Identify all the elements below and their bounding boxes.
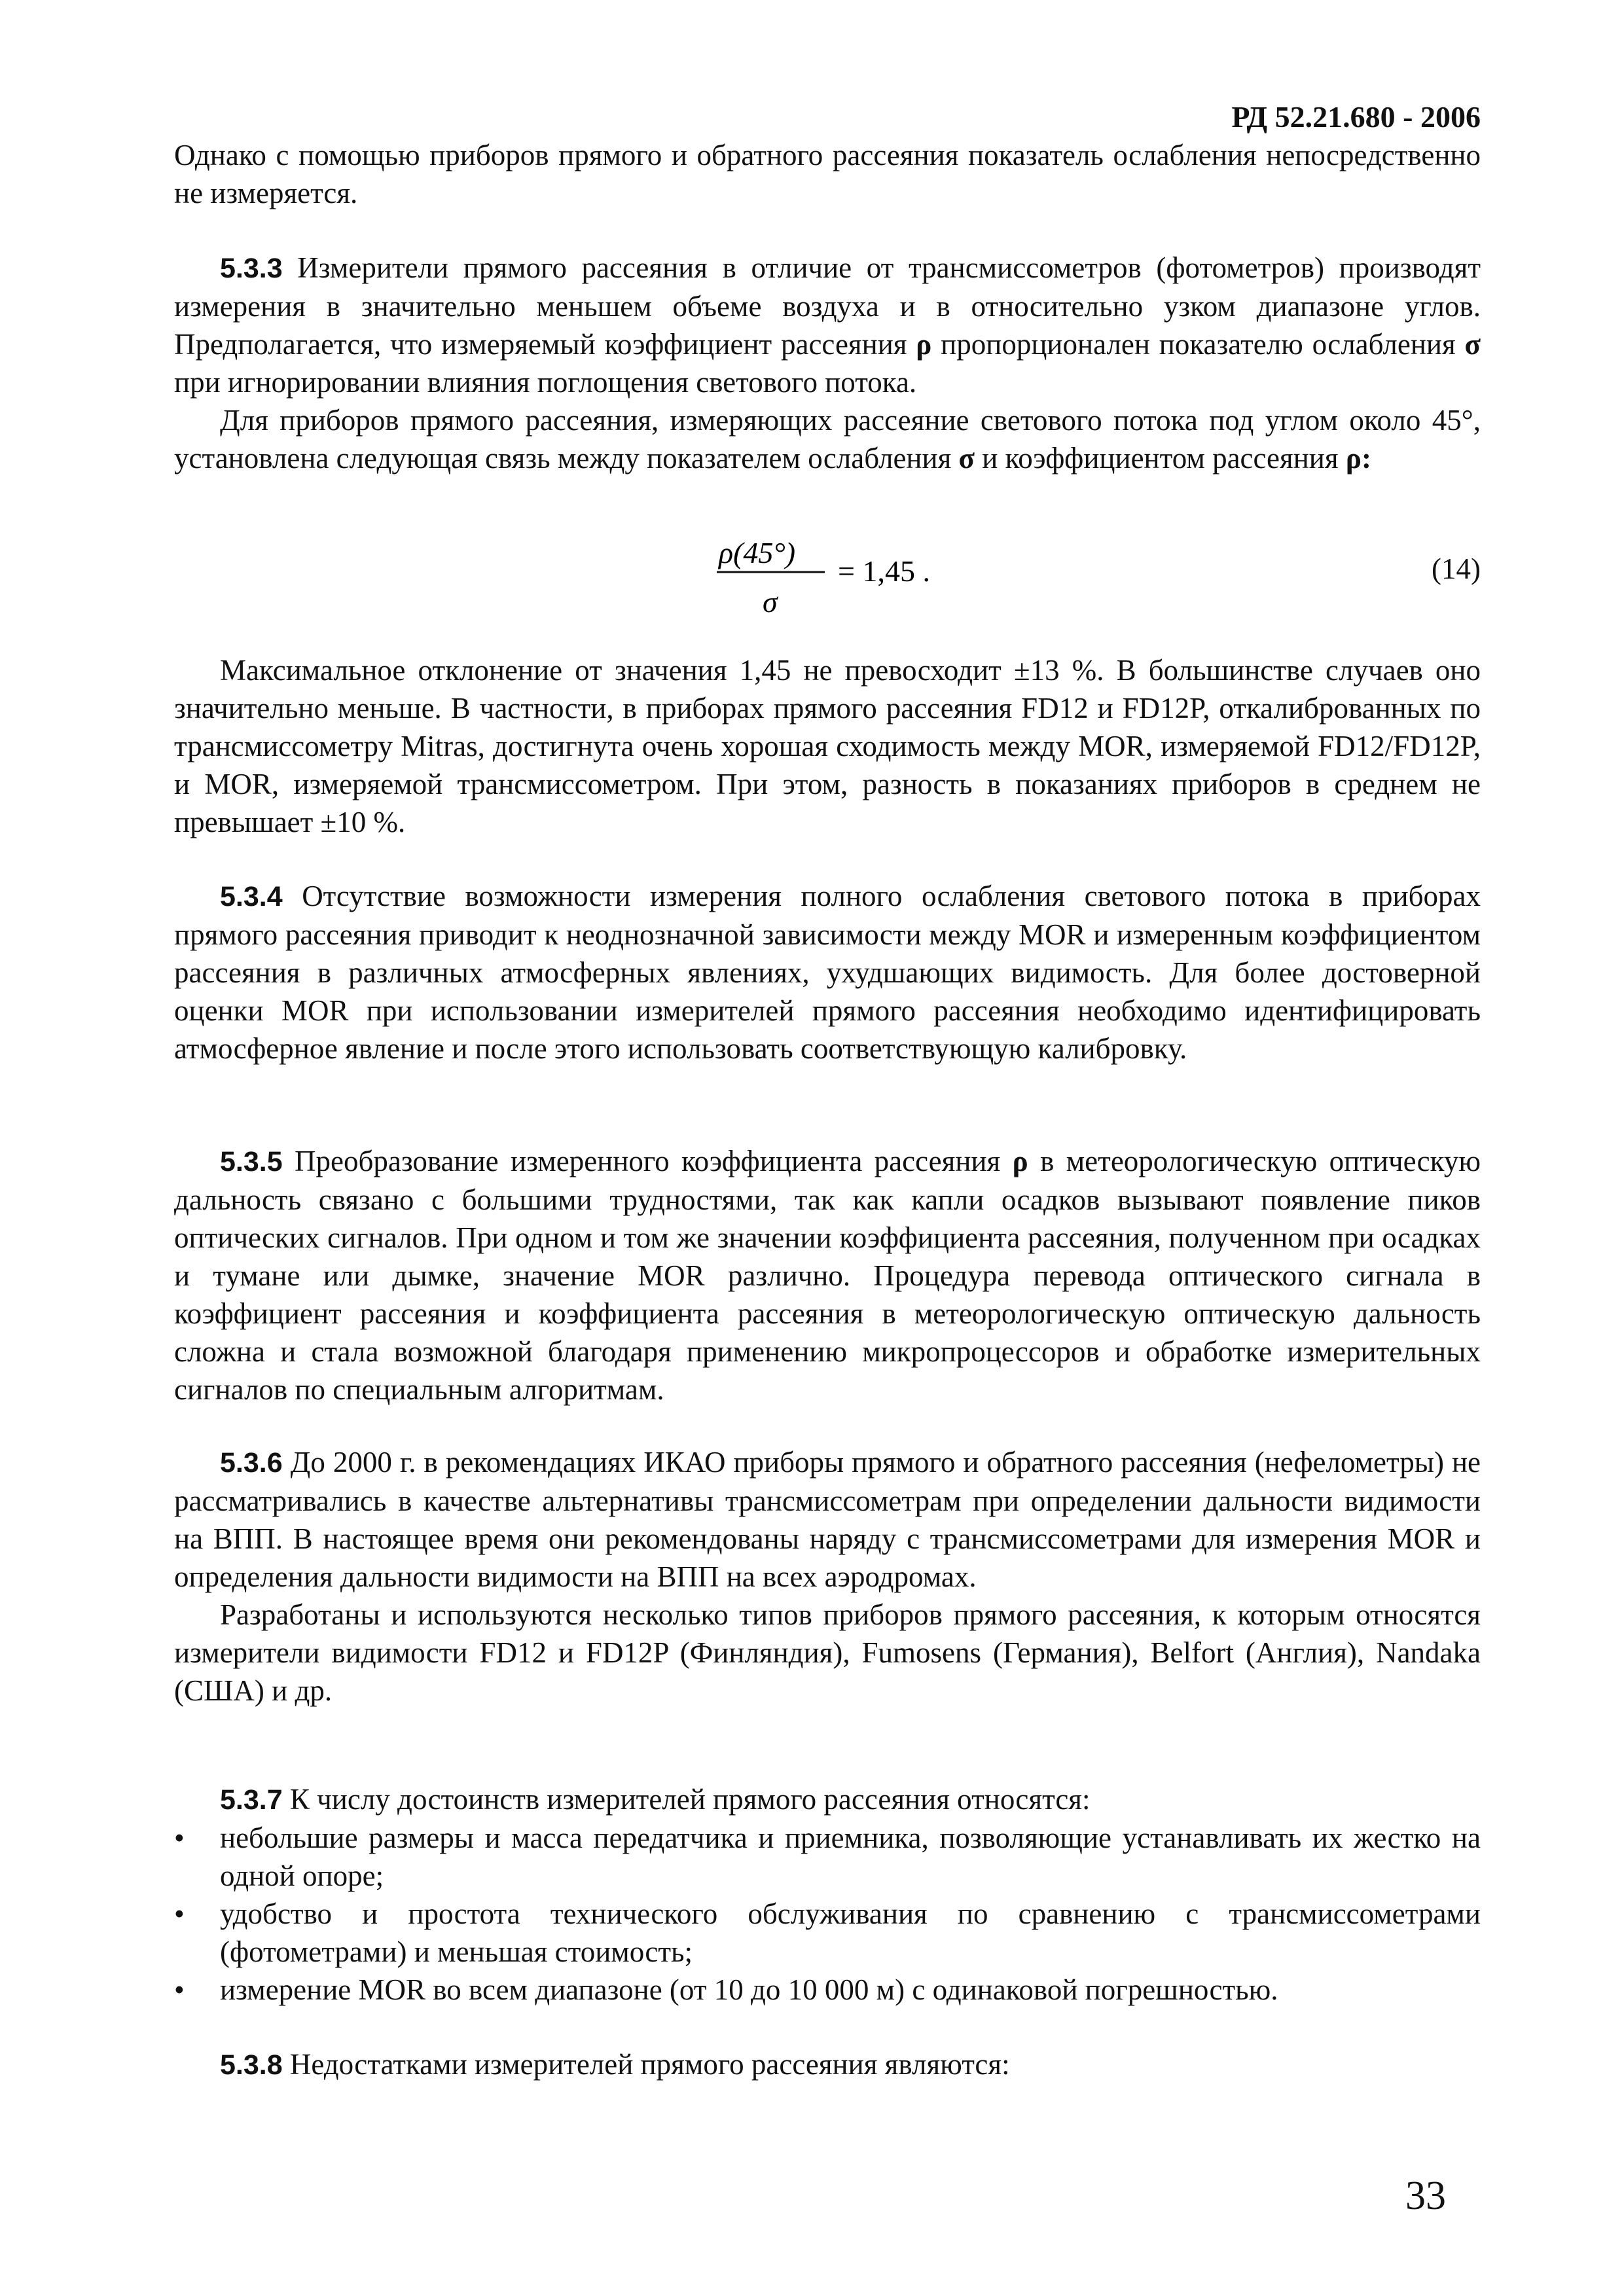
section-5-3-8-paragraph bbox=[174, 2045, 1481, 2084]
section-5-3-3 bbox=[174, 249, 1481, 477]
list-item bbox=[174, 1895, 1481, 1971]
section-5-3-7-intro bbox=[174, 1780, 1481, 1819]
bullet-icon: • bbox=[174, 1897, 185, 1930]
formula-rhs: = 1,45 . bbox=[838, 554, 929, 588]
list-item bbox=[174, 1819, 1481, 1895]
section-5-3-8 bbox=[174, 2045, 1481, 2084]
formula-numerator: ρ(45°) bbox=[719, 536, 796, 569]
section-5-3-5-paragraph bbox=[174, 1142, 1481, 1408]
text-segment: До 2000 г. в рекомендациях ИКАО приборы прямого и обратного рассеяния (нефелометры) не рассматривались в качестве альтернативы трансмиссометрам при определении дальности видимости на ВПП. В настоящее время они рекомендованы наряду с трансмиссометрами для измерения MOR и определения дальности видимости на ВПП на всех аэродромах. bbox=[174, 1446, 1481, 1593]
list-item-text: небольшие размеры и масса передатчика и приемника, позволяющие устанавливать их жестко на одной опоре; bbox=[220, 1821, 1481, 1892]
rho-symbol: ρ bbox=[1345, 442, 1362, 475]
section-number: 5.3.5 bbox=[220, 1146, 283, 1177]
intro-text: Однако с помощью приборов прямого и обратного рассеяния показатель ослабления непосредственно не измеряется. bbox=[174, 139, 1481, 209]
list-item-text: удобство и простота технического обслуживания по сравнению с трансмиссометрами (фотометрами) и меньшая стоимость; bbox=[220, 1897, 1481, 1968]
section-5-3-6-paragraph-2: Разработаны и используются несколько типов приборов прямого рассеяния, к которым относятся измерители видимости FD12 и FD12P (Финляндия), Fumosens (Германия), Belfort (Англия), Nandaka (США) и др. bbox=[174, 1598, 1481, 1707]
list-item-text: измерение MOR во всем диапазоне (от 10 до 10 000 м) с одинаковой погрешностью. bbox=[220, 1973, 1278, 2006]
list-item bbox=[174, 1971, 1481, 2009]
section-5-3-3-paragraph-3 bbox=[174, 651, 1481, 841]
formula-denominator: σ bbox=[763, 585, 778, 619]
section-5-3-6 bbox=[174, 1443, 1481, 1710]
formula-graphic bbox=[713, 530, 929, 628]
text-segment: при игнорировании влияния поглощения светового потока. bbox=[174, 366, 917, 399]
section-5-3-6-paragraph-1 bbox=[174, 1443, 1481, 1596]
text-segment: Преобразование измеренного коэффициента рассеяния bbox=[295, 1145, 1013, 1177]
bullet-icon: • bbox=[174, 1973, 185, 2006]
section-number: 5.3.3 bbox=[220, 253, 283, 284]
bullet-icon: • bbox=[174, 1821, 185, 1854]
text-segment: Отсутствие возможности измерения полного ослабления светового потока в приборах прямого рассеяния приводит к неоднозначной зависимости между MOR и измеренным коэффициентом рассеяния в различных атмосферных явлениях, ухудшающих видимость. Для более достоверной оценки MOR при использовании измерителей прямого рассеяния необходимо идентифицировать атмосферное явление и после этого использовать соответствующую калибровку. bbox=[174, 880, 1481, 1065]
section-5-3-3-paragraph-2 bbox=[174, 401, 1481, 477]
section-5-3-5 bbox=[174, 1142, 1481, 1408]
text-segment: в метеорологическую оптическую дальность связано с большими трудностями, так как капли осадков вызывают появление пиков оптических сигналов. При одном и том же значении коэффициента рассеяния, полученном при осадках и тумане или дымке, значение MOR различно. Процедура перевода оптического сигнала в коэффициент рассеяния и коэффициента рассеяния в метеорологическую оптическую дальность сложна и стала возможной благодаря применению микропроцессоров и обработке измерительных сигналов по специальным алгоритмам. bbox=[174, 1145, 1481, 1406]
document-number: РД 52.21.680 - 2006 bbox=[1231, 100, 1481, 134]
formula-14 bbox=[713, 530, 929, 628]
section-number: 5.3.8 bbox=[220, 2049, 283, 2081]
intro-paragraph bbox=[174, 136, 1481, 212]
deviation-paragraph: Максимальное отклонение от значения 1,45 не превосходит ±13 %. В большинстве случаев оно значительно меньше. В частности, в приборах прямого рассеяния FD12 и FD12P, откалиброванных по трансмиссометру Mitras, достигнута очень хорошая сходимость между MOR, измеряемой FD12/FD12P, и MOR, измеряемой трансмиссометром. При этом, разность в показаниях приборов в среднем не превышает ±10 %. bbox=[174, 654, 1481, 838]
rho-symbol: ρ bbox=[1012, 1145, 1028, 1177]
section-5-3-4 bbox=[174, 877, 1481, 1067]
formula-number: (14) bbox=[1432, 552, 1481, 585]
text-segment: и коэффициентом рассеяния bbox=[975, 442, 1346, 475]
text-segment: Для приборов прямого рассеяния, измеряющих рассеяние светового потока под углом около 45°, установлена следующая связь между показателем ослабления bbox=[174, 404, 1481, 475]
colon: : bbox=[1361, 442, 1371, 475]
section-number: 5.3.4 bbox=[220, 881, 283, 912]
section-5-3-3-paragraph-1 bbox=[174, 249, 1481, 401]
section-number: 5.3.7 bbox=[220, 1784, 283, 1816]
page-number: 33 bbox=[1405, 2174, 1446, 2218]
section-5-3-4-paragraph bbox=[174, 877, 1481, 1067]
text-segment: К числу достоинств измерителей прямого рассеяния относятся: bbox=[289, 1783, 1091, 1816]
sigma-symbol: σ bbox=[1464, 328, 1481, 361]
sigma-symbol: σ bbox=[958, 442, 975, 475]
section-number: 5.3.6 bbox=[220, 1447, 283, 1479]
text-segment: Недостатками измерителей прямого рассеяния являются: bbox=[289, 2048, 1010, 2081]
section-5-3-7 bbox=[174, 1780, 1481, 2009]
rho-symbol: ρ bbox=[916, 328, 932, 361]
text-segment: пропорционален показателю ослабления bbox=[931, 328, 1465, 361]
text-segment: Измерители прямого рассеяния в отличие от трансмиссометров (фотометров) производят измерения в значительно меньшем объеме воздуха и в относительно узком диапазоне углов. Предполагается, что измеряемый коэффициент рассеяния bbox=[174, 251, 1481, 361]
